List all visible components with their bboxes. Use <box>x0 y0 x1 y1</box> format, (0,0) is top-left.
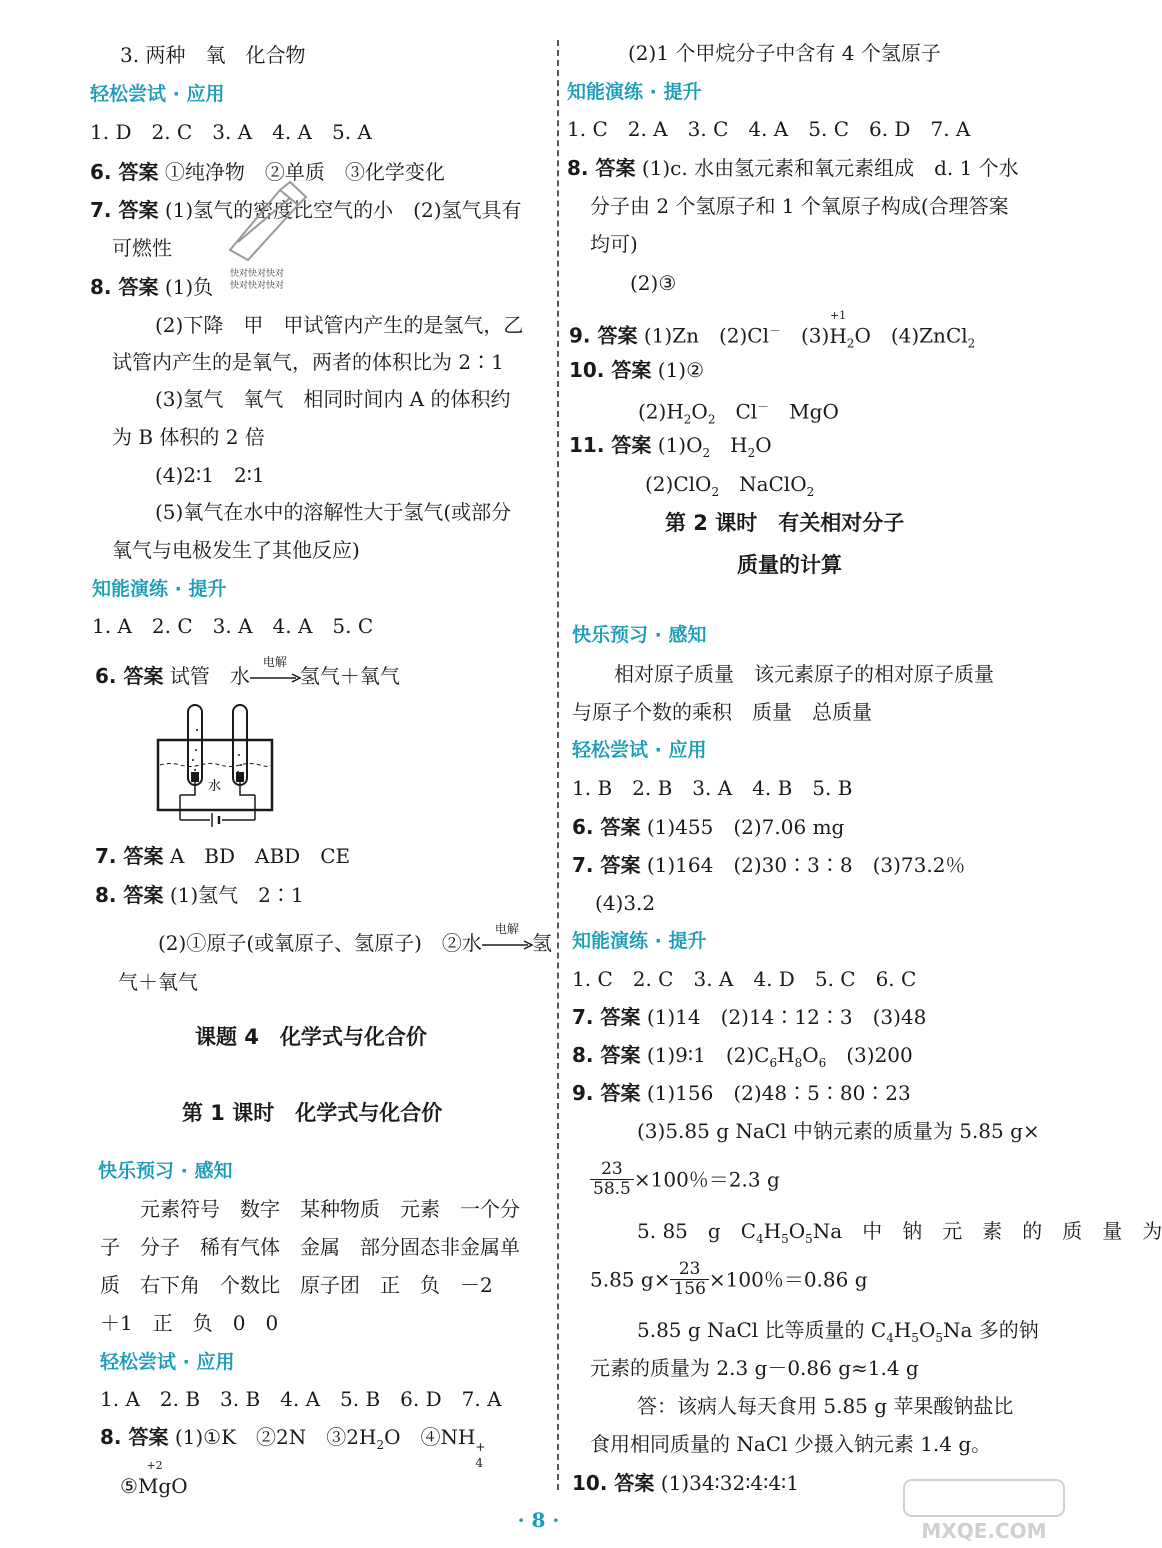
fraction <box>670 1260 708 1299</box>
answer-line: 1. C 2. A 3. C 4. A 5. C 6. D 7. A <box>567 117 971 141</box>
answer-label: 9. 答案 <box>569 323 638 348</box>
subscript: 2 <box>707 412 716 427</box>
answer-text: O <box>802 1043 819 1067</box>
answer-line <box>567 155 1019 181</box>
watermark-pencil-icon <box>220 180 310 260</box>
valence-value: +2 <box>146 1459 163 1472</box>
answer-text: MgO <box>769 399 839 424</box>
answer-text: O ④NH <box>384 1425 476 1449</box>
answer-line: 子 分子 稀有气体 金属 部分固态非金属单 <box>100 1235 520 1259</box>
answer-label: 9. 答案 <box>572 1081 641 1105</box>
lesson-subtitle: 质量的计算 <box>737 553 842 577</box>
section-heading: 知能演练 · 提升 <box>92 578 227 600</box>
answer-line: 为 B 体积的 2 倍 <box>112 425 265 449</box>
answer-text: (1)455 (2)7.06 mg <box>640 815 845 839</box>
subscript: 4 <box>756 1232 764 1246</box>
reaction-condition: 电解 <box>494 921 519 936</box>
valence-mark <box>137 1459 172 1499</box>
answer-label: 8. 答案 <box>572 1043 641 1067</box>
answer-text: (1)①K ②2N ③2H <box>168 1425 377 1449</box>
fraction-numerator: 23 <box>590 1160 634 1180</box>
answer-text: 5. 85 g C <box>637 1219 756 1243</box>
answer-line: 可燃性 <box>112 236 172 260</box>
subscript: 2 <box>846 336 855 351</box>
valence-mark <box>829 308 847 349</box>
subscript: 5 <box>781 1232 789 1246</box>
answer-line <box>120 1459 188 1499</box>
answer-text: Na 中 钠 元 素 的 质 量 为 <box>812 1219 1162 1243</box>
answer-text: (2)①原子(或氧原子、氢原子) ②水 <box>158 931 482 955</box>
answer-text: (1)156 (2)48∶5∶80∶23 <box>640 1081 911 1105</box>
subscript: 2 <box>711 485 720 499</box>
answer-text: (1)c. 水由氢元素和氧元素组成 d. 1 个水 <box>635 156 1019 180</box>
answer-line: 1. B 2. B 3. A 4. B 5. B <box>572 776 853 800</box>
answer-text: H <box>710 433 748 457</box>
fraction-denominator: 58.5 <box>593 1179 631 1199</box>
section-heading: 轻松尝试 · 应用 <box>100 1351 235 1373</box>
answer-text: (2)ClO <box>645 472 712 496</box>
answer-line: ＋1 正 负 0 0 <box>100 1311 279 1335</box>
answer-line: (4)3.2 <box>595 891 656 915</box>
answer-text: H <box>763 1219 782 1243</box>
section-heading: 轻松尝试 · 应用 <box>90 83 225 105</box>
answer-line: 试管内产生的是氧气，两者的体积比为 2∶1 <box>112 350 504 374</box>
section-heading: 轻松尝试 · 应用 <box>572 739 707 761</box>
answer-text: (3)200 <box>826 1043 913 1067</box>
reaction-condition: 电解 <box>262 654 287 669</box>
answer-label: 6. 答案 <box>95 664 164 688</box>
answer-text: (1)② <box>651 358 705 382</box>
electrolysis-apparatus-diagram <box>150 700 280 830</box>
reaction-arrow <box>250 654 300 688</box>
section-heading: 知能演练 · 提升 <box>572 930 707 952</box>
subscript: 5 <box>935 1331 943 1345</box>
answer-label: 8. 答案 <box>100 1425 169 1449</box>
answer-text: 氢 <box>531 931 552 955</box>
answer-label: 7. 答案 <box>90 198 159 222</box>
answer-line <box>100 1424 486 1470</box>
answer-line: 均可) <box>590 232 638 256</box>
answer-text: O <box>691 399 708 424</box>
lesson-title: 第 2 课时 有关相对分子 <box>665 511 905 535</box>
answer-label: 8. 答案 <box>90 275 159 299</box>
subscript: 5 <box>805 1232 813 1246</box>
answer-line <box>572 1004 926 1030</box>
subscript: 4 <box>475 1456 484 1470</box>
answer-text: (1)14 (2)14∶12∶3 (3)48 <box>640 1005 927 1029</box>
watermark-note-line: 快对快对快对 <box>230 281 285 291</box>
subscript: 8 <box>794 1056 803 1070</box>
answer-line <box>569 357 704 383</box>
superscript: － <box>757 400 770 414</box>
section-heading: 快乐预习 · 感知 <box>98 1160 233 1182</box>
watermark-note-line: 快对快对快对 <box>230 269 285 279</box>
answer-text: ①纯净物 ②单质 ③化学变化 <box>158 160 445 184</box>
section-heading: 快乐预习 · 感知 <box>572 624 707 646</box>
answer-line <box>572 814 844 840</box>
answer-text: ×100％＝2.3 g <box>633 1167 780 1192</box>
answer-line <box>569 308 976 357</box>
answer-line: (4)2∶1 2∶1 <box>155 463 265 487</box>
answer-label: 10. 答案 <box>572 1471 655 1495</box>
subscript: 2 <box>702 446 711 460</box>
subscript: 2 <box>376 1438 385 1452</box>
answer-text: (1)氢气 2∶1 <box>163 883 304 907</box>
answer-text: H <box>829 323 847 348</box>
lesson-subtitle: 第 1 课时 化学式与化合价 <box>182 1101 443 1125</box>
answer-text: H <box>777 1043 795 1067</box>
subscript: 2 <box>683 412 692 427</box>
answer-line: 答：该病人每天食用 5.85 g 苹果酸钠盐比 <box>637 1394 1014 1418</box>
answer-text: Na 多的钠 <box>942 1318 1039 1342</box>
answer-line: (5)氧气在水中的溶解性大于氢气(或部分 <box>155 500 512 524</box>
answer-line: 食用相同质量的 NaCl 少摄入钠元素 1.4 g。 <box>590 1432 992 1456</box>
reaction-arrow <box>482 921 532 955</box>
answer-line: (2)③ <box>630 271 677 295</box>
answer-line: 元素符号 数字 某种物质 元素 一个分 <box>140 1197 520 1221</box>
answer-text: ×100％＝0.86 g <box>708 1267 868 1292</box>
answer-label: 8. 答案 <box>567 156 636 180</box>
answer-text: (1)氢气的密度比空气的小 (2)氢气具有 <box>158 198 522 222</box>
answer-text: (1)9∶1 (2)C <box>640 1043 770 1067</box>
apparatus-label: 水 <box>208 779 222 794</box>
answer-line <box>572 1470 799 1496</box>
answer-line: 相对原子质量 该元素原子的相对原子质量 <box>614 662 994 686</box>
answer-line <box>90 274 213 300</box>
answer-line <box>645 471 814 505</box>
answer-line <box>572 852 965 878</box>
answer-line: (2)1 个甲烷分子中含有 4 个氢原子 <box>628 41 941 65</box>
answer-line <box>95 882 304 908</box>
answer-line <box>572 1080 911 1106</box>
subscript: 4 <box>886 1331 894 1345</box>
answer-line <box>638 394 839 433</box>
answer-text: O (4)ZnCl <box>854 323 968 348</box>
subscript: 6 <box>769 1056 778 1070</box>
superscript: － <box>768 324 781 338</box>
answer-text: Mg <box>137 1474 172 1498</box>
answer-label: 10. 答案 <box>569 358 652 382</box>
answer-line <box>95 654 400 689</box>
fraction <box>590 1160 634 1199</box>
answer-text: (3) <box>781 323 830 348</box>
answer-label: 8. 答案 <box>95 883 164 907</box>
lesson-title: 课题 4 化学式与化合价 <box>195 1025 427 1049</box>
answer-text: H <box>893 1318 912 1342</box>
answer-line: 1. D 2. C 3. A 4. A 5. A <box>90 120 372 144</box>
answer-label: 6. 答案 <box>90 160 159 184</box>
subscript: 2 <box>747 446 756 460</box>
subscript: 2 <box>967 336 976 351</box>
watermark-note <box>230 268 284 292</box>
answer-line: 3. 两种 氧 化合物 <box>120 43 306 67</box>
answer-line: 分子由 2 个氢原子和 1 个氧原子构成(合理答案 <box>590 194 1009 218</box>
answer-line: 1. A 2. C 3. A 4. A 5. C <box>92 614 374 638</box>
answer-text: (1)Zn (2)Cl <box>637 323 769 348</box>
answer-line: 氧气与电极发生了其他反应) <box>112 538 360 562</box>
answer-line: 1. C 2. C 3. A 4. D 5. C 6. C <box>572 967 917 991</box>
answer-text: (1)164 (2)30∶3∶8 (3)73.2％ <box>640 853 966 877</box>
fraction-numerator: 23 <box>670 1260 708 1280</box>
answer-text: 5.85 g× <box>590 1267 671 1292</box>
answer-text: O <box>755 433 772 457</box>
answer-text: Cl <box>715 399 758 424</box>
answer-text: O <box>788 1219 806 1243</box>
answer-label: 11. 答案 <box>569 433 652 457</box>
answer-line <box>637 1317 1039 1351</box>
answer-text: A BD ABD CE <box>163 844 351 868</box>
answer-line <box>158 921 552 956</box>
answer-line: 1. A 2. B 3. B 4. A 5. B 6. D 7. A <box>100 1387 502 1411</box>
answer-label: 7. 答案 <box>572 1005 641 1029</box>
answer-line <box>637 1218 1162 1252</box>
answer-label: 6. 答案 <box>572 815 641 839</box>
answer-line <box>590 1260 868 1304</box>
answer-label: 7. 答案 <box>572 853 641 877</box>
answer-line: 元素的质量为 2.3 g－0.86 g≈1.4 g <box>590 1356 919 1380</box>
answer-line <box>572 1042 913 1076</box>
answer-text: O <box>171 1474 188 1498</box>
answer-line: 质 右下角 个数比 原子团 正 负 －2 <box>100 1273 493 1297</box>
answer-text: (1)O <box>651 433 703 457</box>
answer-label: 7. 答案 <box>95 844 164 868</box>
answer-line <box>590 1160 780 1204</box>
answer-line: (2)下降 甲 甲试管内产生的是氢气，乙 <box>155 313 524 337</box>
answer-line: (3)5.85 g NaCl 中钠元素的质量为 5.85 g× <box>637 1119 1040 1143</box>
watermark-logo <box>896 1476 1071 1544</box>
answer-text: (1)负 <box>158 275 214 299</box>
answer-text: O <box>918 1318 936 1342</box>
answer-line <box>95 843 350 869</box>
answer-line: 与原子个数的乘积 质量 总质量 <box>572 700 872 724</box>
section-heading: 知能演练 · 提升 <box>567 81 702 103</box>
subscript: 6 <box>818 1056 827 1070</box>
answer-line <box>569 432 772 466</box>
subscript: 2 <box>806 485 815 499</box>
page-number: · 8 · <box>517 1508 560 1532</box>
answer-text: NaClO <box>719 472 807 496</box>
subscript: 5 <box>911 1331 919 1345</box>
watermark-text: MXQE.COM <box>921 1519 1047 1543</box>
answer-text: 氢气＋氧气 <box>299 664 400 688</box>
answer-line: 气＋氧气 <box>118 970 198 994</box>
answer-text: 5.85 g NaCl 比等质量的 C <box>637 1318 887 1342</box>
valence-value: +1 <box>829 308 847 322</box>
answer-line: (3)氢气 氧气 相同时间内 A 的体积约 <box>155 387 511 411</box>
fraction-denominator: 156 <box>673 1279 706 1299</box>
superscript: + <box>475 1440 486 1454</box>
answer-text: ⑤ <box>120 1474 138 1498</box>
column-divider <box>557 40 559 1490</box>
answer-text: (2)H <box>638 399 684 424</box>
answer-text: 试管 水 <box>163 664 250 688</box>
answer-text: (1)34∶32∶4∶4∶1 <box>654 1471 799 1495</box>
